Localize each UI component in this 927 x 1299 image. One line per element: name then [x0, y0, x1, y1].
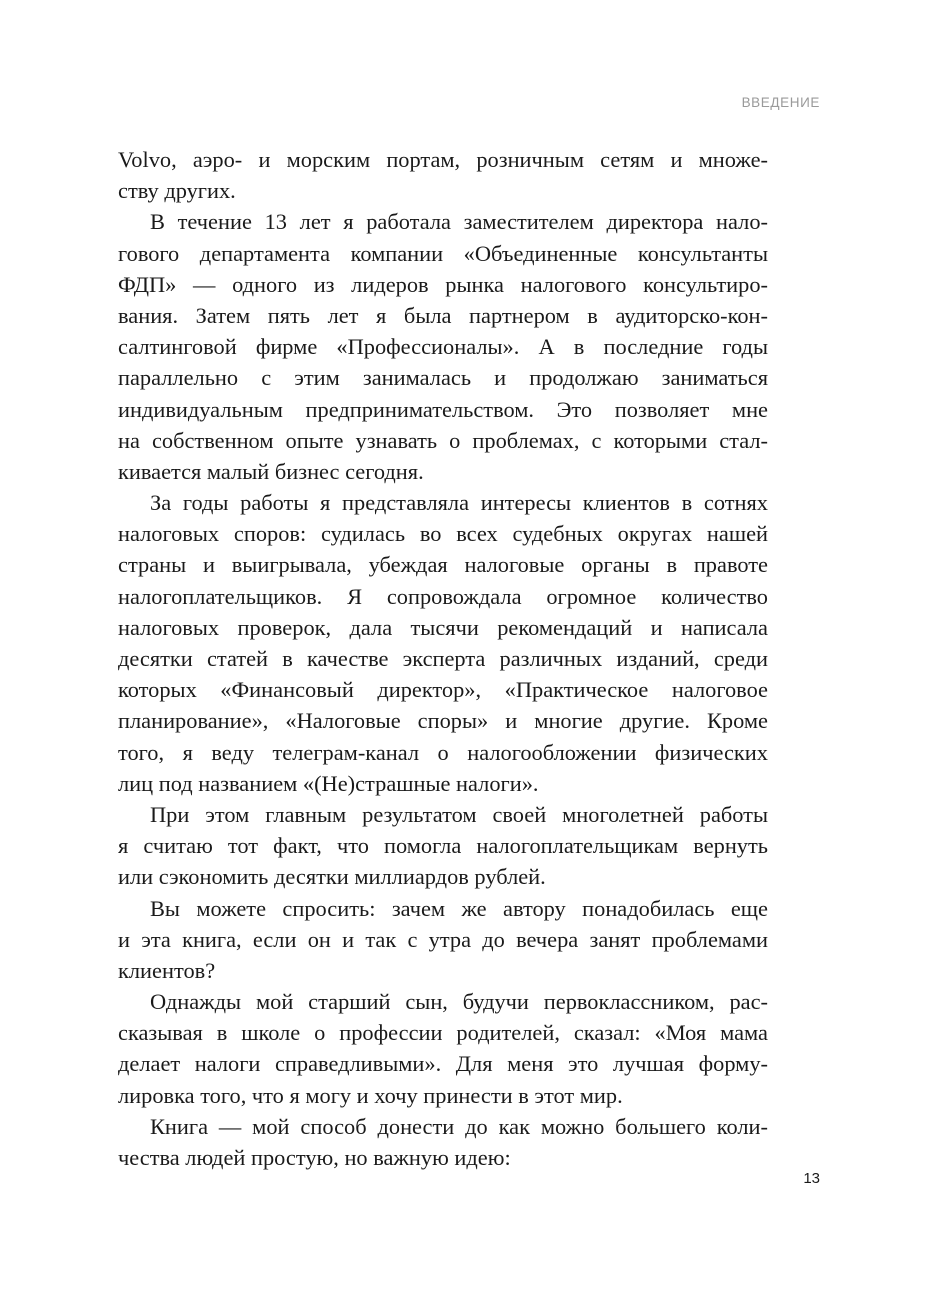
text-line: планирование», «Налоговые споры» и многие другие. Кроме	[118, 708, 768, 734]
text-line: Книга — мой способ донести до как можно большего коли-	[150, 1113, 768, 1139]
text-line: салтинговой фирме «Профессионалы». А в последние годы	[118, 334, 768, 360]
text-line: налоговых проверок, дала тысячи рекомендаций и написала	[118, 614, 768, 640]
paragraph	[118, 144, 768, 206]
page-number: 13	[803, 1170, 820, 1187]
text-line: того, я веду телеграм-канал о налогообложении физических	[118, 739, 768, 765]
paragraph	[118, 799, 768, 893]
paragraph	[118, 986, 768, 1111]
text-line: гового департамента компании «Объединенные консультанты	[118, 240, 768, 266]
text-line: Вы можете спросить: зачем же автору понадобилась еще	[150, 895, 768, 921]
text-line: ФДП» — одного из лидеров рынка налогового консультиро-	[118, 271, 768, 297]
text-line: делает налоги справедливыми». Для меня это лучшая форму-	[118, 1051, 768, 1077]
paragraph	[118, 1111, 768, 1173]
paragraph	[118, 487, 768, 799]
paragraph	[118, 893, 768, 987]
text-line: индивидуальным предпринимательством. Это позволяет мне	[118, 396, 768, 422]
text-line: При этом главным результатом своей многолетней работы	[150, 801, 768, 827]
text-line: налоговых споров: судилась во всех судебных округах нашей	[118, 521, 768, 547]
text-line: страны и выигрывала, убеждая налоговые органы в правоте	[118, 552, 768, 578]
text-line: кивается малый бизнес сегодня.	[118, 458, 424, 484]
text-line: Volvo, аэро- и морским портам, розничным сетям и множе-	[118, 147, 768, 172]
text-line: лиц под названием «(Не)страшные налоги».	[118, 770, 539, 796]
running-head: ВВЕДЕНИЕ	[741, 95, 820, 110]
text-line: на собственном опыте узнавать о проблемах, с которыми стал-	[118, 427, 768, 453]
text-line: или сэкономить десятки миллиардов рублей.	[118, 864, 546, 890]
text-line: я считаю тот факт, что помогла налогоплательщикам вернуть	[118, 833, 768, 859]
text-line: За годы работы я представляла интересы клиентов в сотнях	[150, 490, 768, 516]
paragraph	[118, 206, 768, 487]
text-line: клиентов?	[118, 957, 216, 983]
text-line: В течение 13 лет я работала заместителем директора нало-	[150, 209, 768, 235]
text-line: десятки статей в качестве эксперта различных изданий, среди	[118, 646, 768, 671]
text-line: вания. Затем пять лет я была партнером в аудиторско-кон-	[118, 302, 768, 328]
text-line: налогоплательщиков. Я сопровождала огромное количество	[118, 583, 768, 609]
text-line: лировка того, что я могу и хочу принести в этот мир.	[118, 1082, 623, 1108]
text-line: параллельно с этим занималась и продолжаю заниматься	[118, 365, 768, 391]
body-text	[118, 144, 768, 1173]
text-line: ству других.	[118, 178, 236, 204]
text-line: и эта книга, если он и так с утра до вечера занят проблемами	[118, 926, 768, 952]
text-line: которых «Финансовый директор», «Практическое налоговое	[118, 677, 768, 703]
text-line: Однажды мой старший сын, будучи первоклассником, рас-	[150, 989, 768, 1015]
text-line: чества людей простую, но важную идею:	[118, 1145, 511, 1170]
text-line: сказывая в школе о профессии родителей, сказал: «Моя мама	[118, 1020, 768, 1046]
